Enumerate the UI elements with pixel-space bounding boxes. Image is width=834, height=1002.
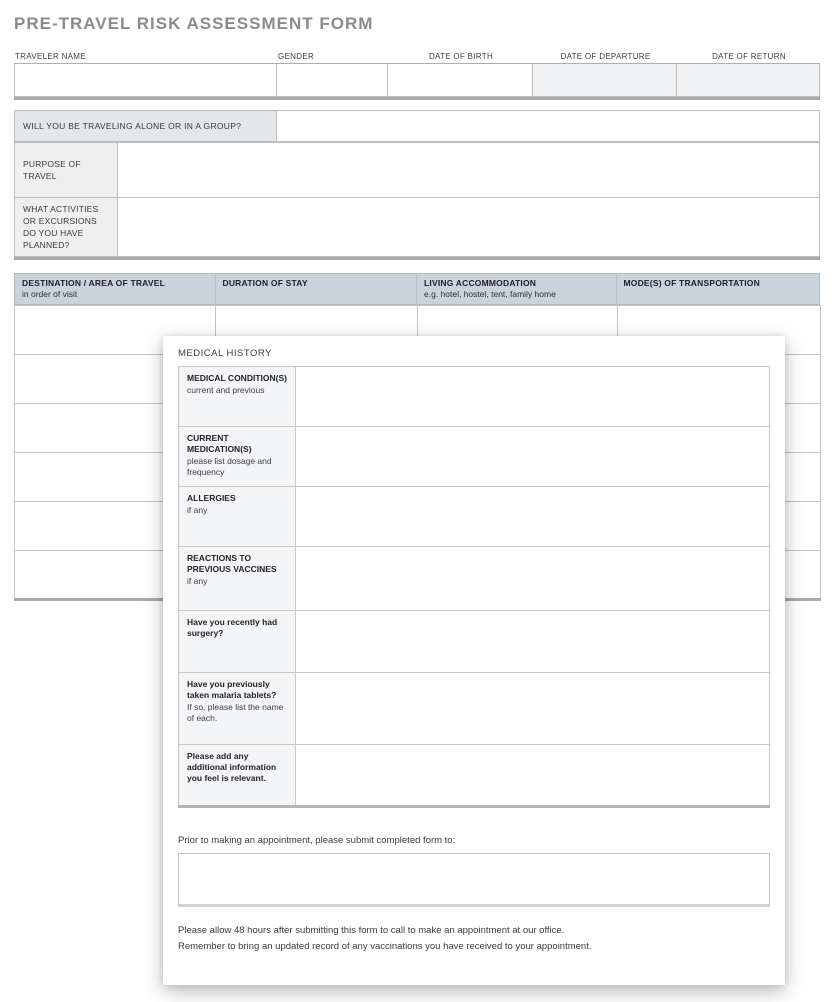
medical-history-title: MEDICAL HISTORY bbox=[178, 348, 272, 359]
medical-conditions-label-cell: MEDICAL CONDITION(S) current and previous bbox=[179, 367, 296, 427]
allergies-label-cell: ALLERGIES if any bbox=[179, 487, 296, 547]
medical-history-table bbox=[178, 366, 770, 808]
column-header-accommodation: LIVING ACCOMMODATION e.g. hotel, hostel, tent, family home bbox=[417, 274, 617, 304]
malaria-tablets-input[interactable] bbox=[296, 673, 770, 745]
malaria-tablets-label-cell: Have you previously taken malaria tablets? If so, please list the name of each. bbox=[179, 673, 296, 745]
note-vaccination-record: Remember to bring an updated record of any vaccinations you have received to your appointment. bbox=[178, 940, 592, 952]
current-medications-label-cell: CURRENT MEDICATION(S) please list dosage and frequency bbox=[179, 427, 296, 487]
traveler-name-label: TRAVELER NAME bbox=[14, 51, 277, 64]
date-of-departure-label: DATE OF DEPARTURE bbox=[533, 51, 677, 64]
date-of-return-input[interactable] bbox=[677, 64, 820, 97]
page-title: PRE-TRAVEL RISK ASSESSMENT FORM bbox=[14, 14, 374, 33]
submit-to-input[interactable] bbox=[178, 853, 770, 907]
footer-notes bbox=[178, 923, 770, 954]
date-of-departure-field bbox=[533, 51, 677, 97]
traveler-name-input[interactable] bbox=[14, 64, 277, 97]
additional-info-label-cell: Please add any additional information you feel is relevant. bbox=[179, 745, 296, 807]
date-of-departure-input[interactable] bbox=[533, 64, 677, 97]
column-header-duration: DURATION OF STAY bbox=[216, 274, 418, 304]
note-48-hours: Please allow 48 hours after submitting this form to call to make an appointment at our office. bbox=[178, 925, 565, 936]
group-answer-input[interactable] bbox=[277, 110, 820, 142]
allergies-input[interactable] bbox=[296, 487, 770, 547]
travel-details-section bbox=[14, 142, 820, 260]
medical-history-panel bbox=[163, 336, 785, 985]
vaccine-reactions-label-cell: REACTIONS TO PREVIOUS VACCINES if any bbox=[179, 547, 296, 611]
group-question-label: WILL YOU BE TRAVELING ALONE OR IN A GROUP? bbox=[14, 110, 277, 142]
group-question-row bbox=[14, 110, 820, 142]
recent-surgery-input[interactable] bbox=[296, 611, 770, 673]
purpose-of-travel-input[interactable] bbox=[118, 142, 820, 198]
additional-info-input[interactable] bbox=[296, 745, 770, 807]
table-row bbox=[179, 673, 770, 745]
table-row bbox=[179, 547, 770, 611]
table-row bbox=[179, 611, 770, 673]
purpose-of-travel-row bbox=[14, 142, 820, 198]
activities-input[interactable] bbox=[118, 197, 820, 257]
submit-instruction: Prior to making an appointment, please submit completed form to: bbox=[178, 835, 456, 846]
table-row bbox=[179, 745, 770, 807]
purpose-of-travel-label: PURPOSE OF TRAVEL bbox=[14, 142, 118, 198]
column-header-transportation: MODE(S) OF TRANSPORTATION bbox=[623, 278, 760, 288]
date-of-birth-field bbox=[388, 51, 533, 97]
current-medications-input[interactable] bbox=[296, 427, 770, 487]
vaccine-reactions-input[interactable] bbox=[296, 547, 770, 611]
recent-surgery-label-cell: Have you recently had surgery? bbox=[179, 611, 296, 673]
column-header-destination: DESTINATION / AREA OF TRAVEL in order of visit bbox=[15, 274, 216, 304]
activities-row bbox=[14, 197, 820, 257]
section-divider bbox=[14, 97, 820, 100]
gender-field bbox=[277, 51, 388, 97]
date-of-birth-input[interactable] bbox=[388, 64, 533, 97]
gender-input[interactable] bbox=[277, 64, 388, 97]
traveler-fields-row bbox=[14, 51, 820, 97]
date-of-return-label: DATE OF RETURN bbox=[677, 51, 820, 64]
table-row bbox=[179, 487, 770, 547]
medical-conditions-input[interactable] bbox=[296, 367, 770, 427]
date-of-birth-label: DATE OF BIRTH bbox=[388, 51, 533, 64]
traveler-name-field bbox=[14, 51, 277, 97]
table-row bbox=[179, 367, 770, 427]
gender-label: GENDER bbox=[277, 51, 388, 64]
date-of-return-field bbox=[677, 51, 820, 97]
table-row bbox=[179, 427, 770, 487]
activities-label: WHAT ACTIVITIES OR EXCURSIONS DO YOU HAVE PLANNED? bbox=[14, 197, 118, 257]
itinerary-header bbox=[14, 273, 820, 305]
